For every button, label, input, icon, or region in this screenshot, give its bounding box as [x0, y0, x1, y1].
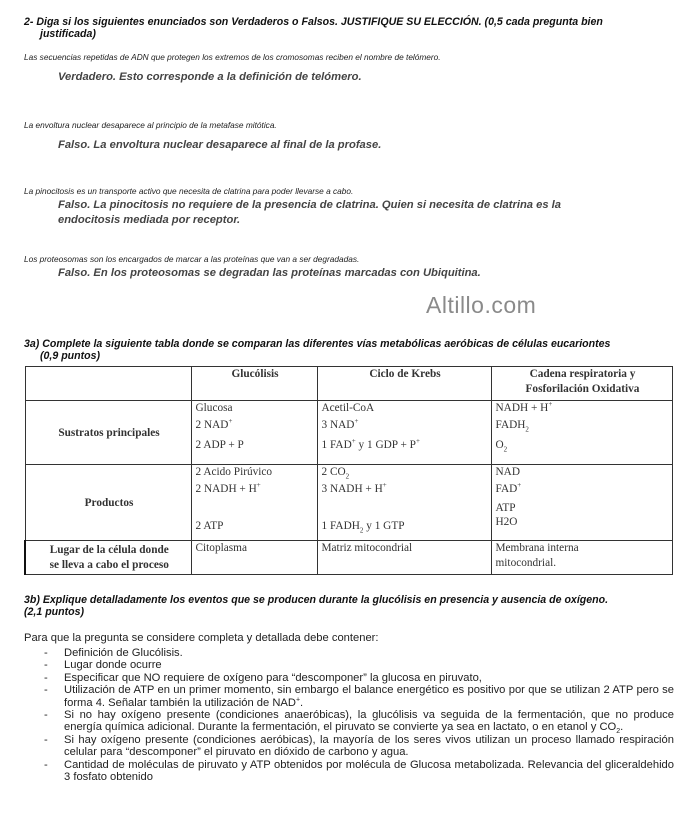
table-row-sustratos — [25, 401, 672, 465]
cell-sustratos-glucolisis: Glucosa 2 NAD+ 2 ADP + P — [191, 401, 317, 465]
cell-lugar-krebs: Matriz mitocondrial — [317, 541, 491, 575]
q3b-title-cont: (2,1 puntos) — [24, 606, 85, 618]
table-header-empty — [25, 367, 191, 401]
header-cadena: Cadena respiratoria y Fosforilación Oxidativa — [491, 367, 672, 401]
q3a-title: 3a) Complete la siguiente tabla donde se comparan las diferentes vías metabólicas aeróbicas de células eucariontes — [24, 338, 611, 350]
q2-statement-2: La envoltura nuclear desaparece al principio de la metafase mitótica. — [24, 120, 277, 130]
cell-productos-cadena: NAD FAD+ ATP H2O — [491, 465, 672, 541]
table-row-lugar — [25, 541, 672, 575]
q2-title-cont: justificada) — [40, 28, 96, 40]
cell-productos-krebs: 2 $CO_2$ 3 NADH + H+ 1 $FADH_2$ y 1 GTP — [317, 465, 491, 541]
row-label-sustratos: Sustratos principales — [25, 401, 191, 465]
q3b-intro: Para que la pregunta se considere completa y detallada debe contener: — [24, 632, 379, 644]
table-header-row — [25, 367, 672, 401]
cell-lugar-cadena: Membrana interna mitocondrial. — [491, 541, 672, 575]
q2-answer-4: Falso. En los proteosomas se degradan las proteínas marcadas con Ubiquitina. — [58, 267, 481, 279]
header-krebs: Ciclo de Krebs — [317, 367, 491, 401]
list-item: - Si no hay oxígeno presente (condiciones anaeróbicas), la glucólisis va seguida de la fermentación, que no produce energía química adicional. Durante la fermentación, el piruvato se convierte ya sea en lactato, o en etanol y $CO_2$. — [44, 709, 674, 736]
q2-answer-3-line1: Falso. La pinocitosis no requiere de la presencia de clatrina. Quien si necesita de clatrina es la — [58, 199, 562, 211]
cell-lugar-glucolisis: Citoplasma — [191, 541, 317, 575]
list-item: - Si hay oxígeno presente (condiciones aeróbicas), la mayoría de los seres vivos utilizan un proceso llamado respiración celular para “descomponer” el piruvato en dióxido de carbono y agua. — [44, 733, 674, 759]
list-item: - Utilización de ATP en un primer momento, sin embargo el balance energético es positivo por que se utilizan 2 ATP pero se forma 4. Señalar también la utilización de NAD+. — [44, 684, 674, 709]
q2-answer-2: Falso. La envoltura nuclear desaparece al final de la profase. — [58, 139, 382, 151]
q3a-title-cont: (0,9 puntos) — [40, 350, 101, 362]
q2-answer-1: Verdadero. Esto corresponde a la definición de telómero. — [58, 71, 362, 83]
q3b-criteria-list — [40, 647, 674, 783]
watermark-altillo: Altillo.com — [426, 292, 537, 318]
q2-statement-4: Los proteosomas son los encargados de marcar a las proteínas que van a ser degradadas. — [24, 254, 360, 264]
table-row-productos — [25, 465, 672, 541]
list-item: - Lugar donde ocurre — [44, 659, 162, 672]
q2-statement-1: Las secuencias repetidas de ADN que protegen los extremos de los cromosomas reciben el nombre de telómero. — [24, 52, 441, 62]
list-item: - Cantidad de moléculas de piruvato y ATP obtenidos por molécula de Glucosa metabolizada. Relevancia del gliceraldehido 3 fosfato obtenido — [44, 758, 674, 784]
cell-sustratos-cadena: NADH + H+ $FADH_2$ $O_2$ — [491, 401, 672, 465]
q3b-title: 3b) Explique detalladamente los eventos que se producen durante la glucólisis en presencia y ausencia de oxígeno. — [24, 594, 609, 606]
row-label-productos: Productos — [25, 465, 191, 541]
list-item: - Definición de Glucólisis. — [44, 647, 183, 659]
cell-sustratos-krebs: Acetil-CoA 3 NAD+ 1 FAD+ y 1 GDP + P+ — [317, 401, 491, 465]
list-item: - Especificar que NO requiere de oxígeno para “descomponer” la glucosa en piruvato, — [44, 671, 482, 684]
cell-productos-glucolisis: 2 Acido Pirúvico 2 NADH + H+ 2 ATP — [191, 465, 317, 541]
q2-statement-3: La pinocitosis es un transporte activo que necesita de clatrina para poder llevarse a cabo. — [24, 186, 354, 196]
header-glucolisis: Glucólisis — [191, 367, 317, 401]
row-label-lugar: Lugar de la célula donde se lleva a cabo el proceso — [25, 541, 191, 575]
metabolic-pathways-table — [24, 366, 673, 575]
q2-answer-3-line2: endocitosis mediada por receptor. — [58, 214, 241, 226]
q2-title: 2- Diga si los siguientes enunciados son Verdaderos o Falsos. JUSTIFIQUE SU ELECCIÓN. (0,5 cada pregunta bien — [24, 16, 603, 28]
